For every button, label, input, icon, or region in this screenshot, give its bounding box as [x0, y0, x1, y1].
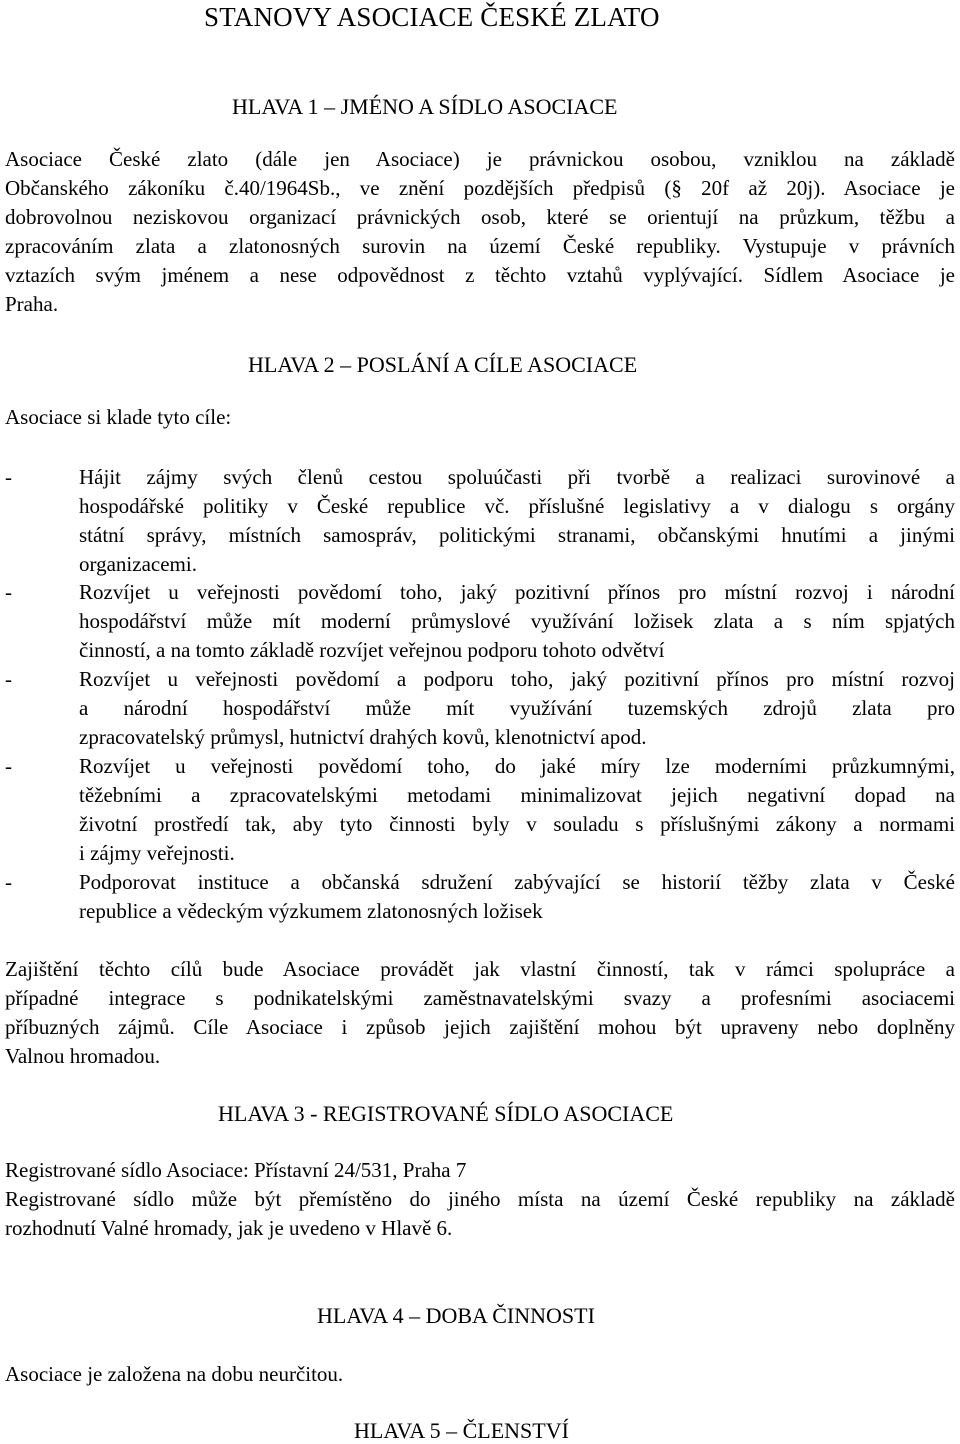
paragraph-line: vztazích svým jménem a nese odpovědnost z těchto vztahů vyplývající. Sídlem Asociace je — [5, 263, 955, 287]
section-heading-5: HLAVA 5 – ČLENSTVÍ — [354, 1418, 569, 1443]
list-item-line: Rozvíjet u veřejnosti povědomí toho, jaký pozitivní přínos pro místní rozvoj i národní — [79, 580, 955, 604]
bullet-marker: - — [5, 870, 12, 894]
bullet-marker: - — [5, 580, 12, 604]
list-item-line: zpracovatelský průmysl, hutnictví drahých kovů, klenotnictví apod. — [79, 725, 647, 749]
paragraph-line: rozhodnutí Valné hromady, jak je uvedeno v Hlavě 6. — [5, 1216, 453, 1240]
bullet-marker: - — [5, 667, 12, 691]
list-item-line: Podporovat instituce a občanská sdružení zabývající se historií těžby zlata v České — [79, 870, 955, 894]
list-item-line: činností, a na tomto základě rozvíjet veřejnou podporu tohoto odvětví — [79, 638, 665, 662]
list-item-line: státní správy, místních samospráv, politickými stranami, občanskými hnutími a jinými — [79, 523, 955, 547]
list-item-line: hospodářské politiky v České republice vč. příslušné legislativy a v dialogu s orgány — [79, 494, 955, 518]
paragraph-line: Praha. — [5, 292, 59, 316]
list-item-line: i zájmy veřejnosti. — [79, 841, 235, 865]
paragraph-line: příbuzných zájmů. Cíle Asociace i způsob jejich zajištění mohou být upraveny nebo doplněny — [5, 1015, 955, 1039]
paragraph-line: Asociace České zlato (dále jen Asociace) je právnickou osobou, vzniklou na základě — [5, 147, 955, 171]
paragraph-line: dobrovolnou neziskovou organizací právnických osob, které se orientují na průzkum, těžbu a — [5, 205, 955, 229]
paragraph-line: Asociace je založena na dobu neurčitou. — [5, 1362, 344, 1386]
bullet-marker: - — [5, 465, 12, 489]
section-intro: Asociace si klade tyto cíle: — [5, 405, 232, 429]
list-item-line: Rozvíjet u veřejnosti povědomí toho, do jaké míry lze moderními průzkumnými, — [79, 754, 955, 778]
section-heading-4: HLAVA 4 – DOBA ČINNOSTI — [317, 1303, 595, 1328]
paragraph-line: Registrované sídlo může být přemístěno do jiného místa na území České republiky na základě — [5, 1187, 955, 1211]
list-item-line: těžebními a zpracovatelskými metodami minimalizovat jejich negativní dopad na — [79, 783, 955, 807]
list-item-line: hospodářství může mít moderní průmyslové využívání ložisek zlata a s ním spjatých — [79, 609, 955, 633]
section-heading-2: HLAVA 2 – POSLÁNÍ A CÍLE ASOCIACE — [248, 352, 638, 377]
paragraph-line: Občanského zákoníku č.40/1964Sb., ve znění pozdějších předpisů (§ 20f až 20j). Asociace je — [5, 176, 955, 200]
list-item-line: Hájit zájmy svých členů cestou spoluúčasti při tvorbě a realizaci surovinové a — [79, 465, 955, 489]
document-title: STANOVY ASOCIACE ČESKÉ ZLATO — [204, 2, 660, 32]
paragraph-line: Zajištění těchto cílů bude Asociace provádět jak vlastní činností, tak v rámci spolupráce a — [5, 957, 955, 981]
list-item-line: Rozvíjet u veřejnosti povědomí a podporu toho, jaký pozitivní přínos pro místní rozvoj — [79, 667, 955, 691]
bullet-marker: - — [5, 754, 12, 778]
paragraph-line: zpracováním zlata a zlatonosných surovin na území České republiky. Vystupuje v právních — [5, 234, 955, 258]
list-item-line: republice a vědeckým výzkumem zlatonosných ložisek — [79, 899, 543, 923]
paragraph-line: případné integrace s podnikatelskými zaměstnavatelskými svazy a profesními asociacemi — [5, 986, 955, 1010]
paragraph-line: Valnou hromadou. — [5, 1044, 161, 1068]
section-heading-1: HLAVA 1 – JMÉNO A SÍDLO ASOCIACE — [232, 94, 618, 119]
list-item-line: a národní hospodářství může mít využívání tuzemských zdrojů zlata pro — [79, 696, 955, 720]
list-item-line: životní prostředí tak, aby tyto činnosti byly v souladu s příslušnými zákony a normami — [79, 812, 955, 836]
registered-address: Registrované sídlo Asociace: Přístavní 24/531, Praha 7 — [5, 1158, 467, 1182]
list-item-line: organizacemi. — [79, 552, 197, 576]
section-heading-3: HLAVA 3 - REGISTROVANÉ SÍDLO ASOCIACE — [218, 1101, 674, 1126]
